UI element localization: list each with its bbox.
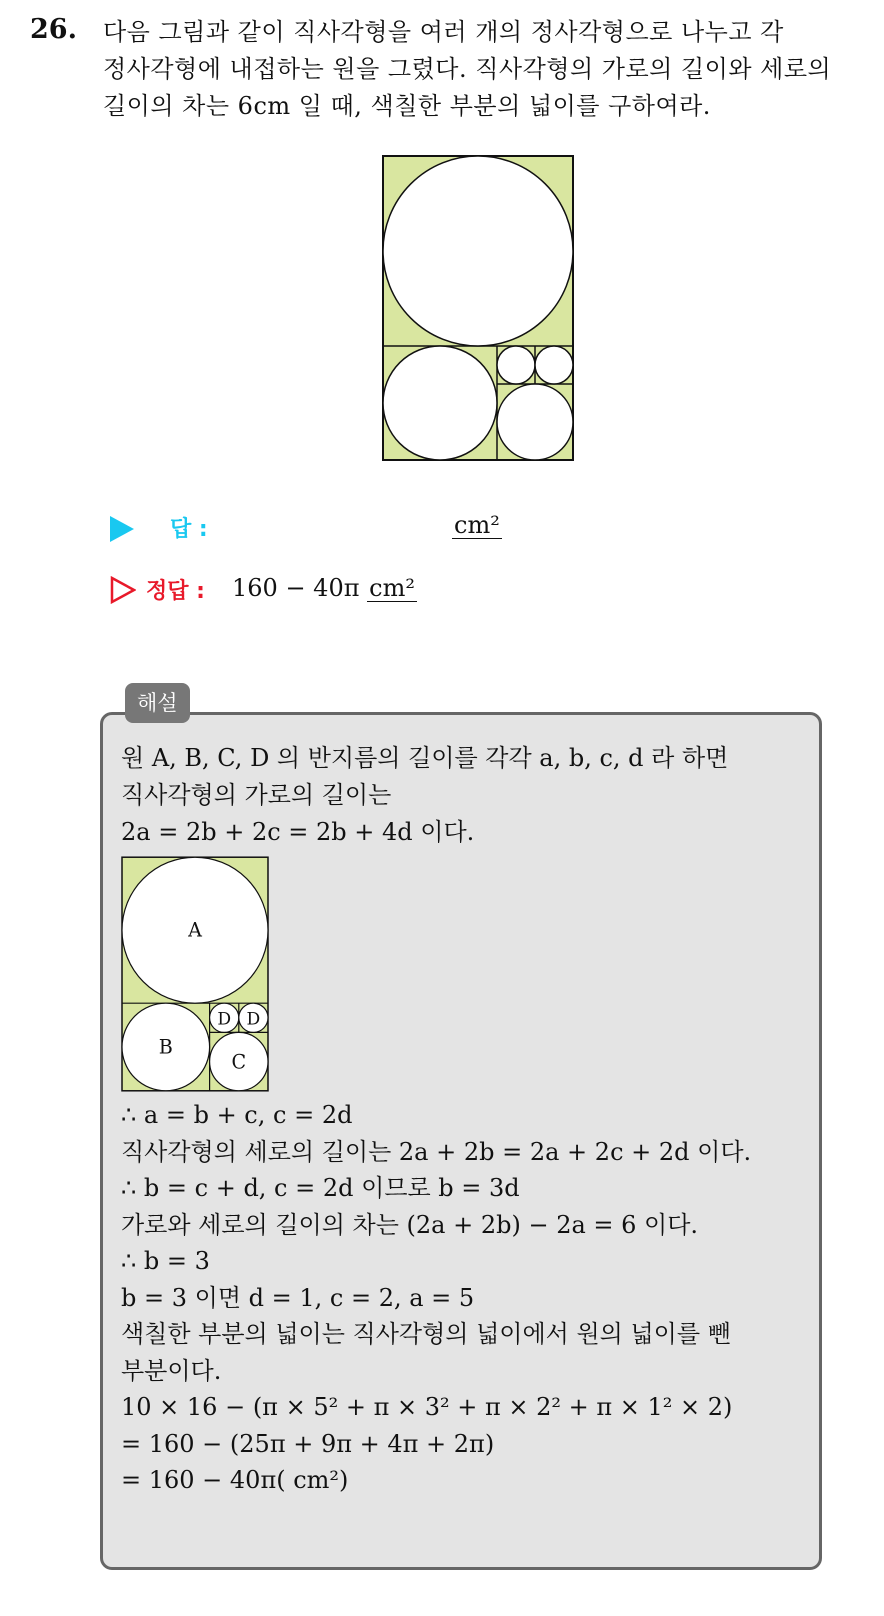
explanation-figure — [121, 856, 269, 1092]
explanation-top-text — [121, 740, 811, 851]
explanation-line: ∴ b = 3 — [121, 1247, 210, 1275]
problem-text — [103, 14, 863, 125]
label-c: C — [231, 1050, 247, 1074]
circle-c — [497, 384, 573, 460]
explanation-bottom-text — [121, 1097, 811, 1499]
explanation-line: ∴ a = b + c, c = 2d — [121, 1101, 353, 1129]
explanation-line: 2a = 2b + 2c = 2b + 4d 이다. — [121, 818, 475, 846]
circle-d — [497, 346, 535, 384]
explanation-line: 10 × 16 − (π × 5² + π × 3² + π × 2² + π × 1² × 2) — [121, 1393, 733, 1421]
explanation-line: 직사각형의 세로의 길이는 2a + 2b = 2a + 2c + 2d 이다. — [121, 1137, 752, 1166]
correct-answer-row — [110, 574, 710, 610]
explanation-line: b = 3 이면 d = 1, c = 2, a = 5 — [121, 1283, 475, 1312]
answer-row — [110, 512, 710, 548]
play-triangle-icon — [110, 516, 134, 542]
explanation-line: = 160 − 40π( cm²) — [121, 1466, 349, 1494]
explanation-line: 부분이다. — [121, 1356, 222, 1385]
explanation-line: = 160 − (25π + 9π + 4π + 2π) — [121, 1429, 495, 1458]
correct-answer-expression: 160 − 40π — [232, 574, 360, 602]
correct-answer-value — [232, 574, 417, 602]
label-b: B — [158, 1035, 173, 1059]
explanation-line: 직사각형의 가로의 길이는 — [121, 781, 392, 809]
label-d: D — [217, 1009, 232, 1030]
explanation-tag: 해설 — [125, 683, 190, 723]
explanation-line: 가로와 세로의 길이의 차는 (2a + 2b) − 2a = 6 이다. — [121, 1210, 699, 1239]
problem-line: 다음 그림과 같이 직사각형을 여러 개의 정사각형으로 나누고 각 — [103, 18, 784, 46]
correct-answer-label: 정답 : — [146, 579, 205, 604]
problem-line: 정사각형에 내접하는 원을 그렸다. 직사각형의 가로의 길이와 세로의 — [103, 55, 832, 83]
explanation-line: ∴ b = c + d, c = 2d 이므로 b = 3d — [121, 1174, 520, 1202]
problem-number: 26. — [30, 14, 77, 45]
label-d: D — [246, 1009, 261, 1030]
problem-figure — [381, 155, 575, 461]
circle-d — [535, 346, 573, 384]
answer-unit: cm² — [454, 511, 500, 539]
problem-line: 길이의 차는 6cm 일 때, 색칠한 부분의 넓이를 구하여라. — [103, 92, 711, 120]
outline-triangle-icon — [110, 576, 136, 604]
circle-a — [383, 156, 573, 346]
explanation-line: 원 A, B, C, D 의 반지름의 길이를 각각 a, b, c, d 라 하면 — [121, 744, 729, 772]
explanation-line: 색칠한 부분의 넓이는 직사각형의 넓이에서 원의 넓이를 뺀 — [121, 1320, 731, 1348]
correct-answer-unit: cm² — [369, 574, 415, 602]
label-a: A — [188, 918, 202, 942]
answer-label: 답 : — [170, 517, 208, 542]
circle-b — [383, 346, 497, 460]
